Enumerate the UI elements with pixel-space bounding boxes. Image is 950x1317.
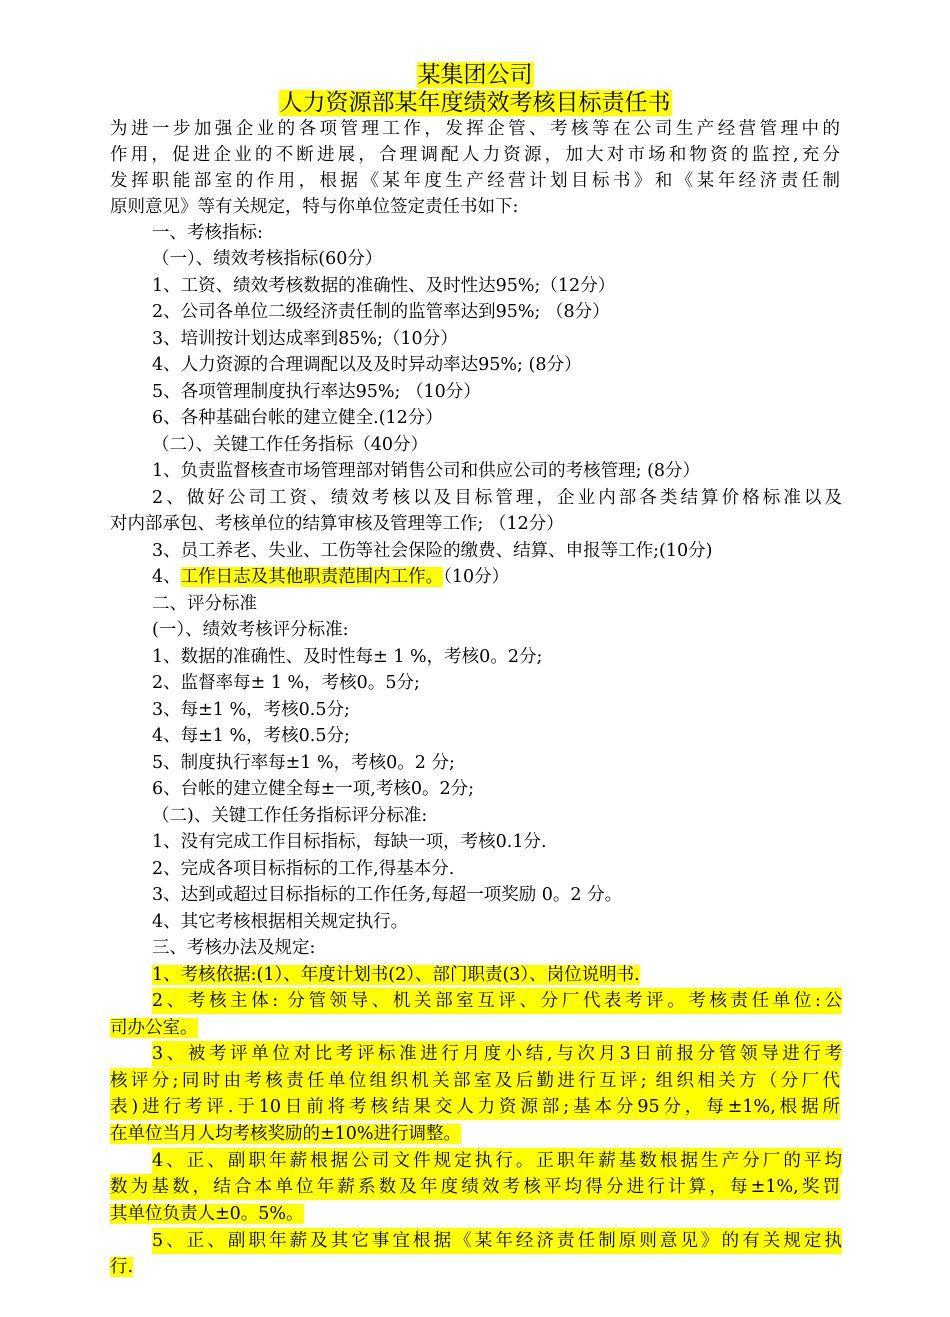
list-item: 3、达到或超过目标指标的工作任务,每超一项奖励 0。2 分。 (152, 885, 623, 905)
section-heading: 三、考核办法及规定: (152, 938, 316, 958)
list-item: 3、每±1 %，考核0.5分; (152, 700, 350, 720)
list-item-continuation: 对内部承包、考核单位的结算审核及管理等工作; （12分） (110, 514, 564, 534)
section-heading: 一、考核指标: (152, 223, 263, 243)
list-item: 3、员工养老、失业、工伤等社会保险的缴费、结算、申报等工作;(10分) (152, 541, 713, 561)
list-item: 6、台帐的建立健全每±一项,考核0。2分; (152, 779, 475, 799)
list-item: 1、数据的准确性、及时性每± 1 %，考核0。2分; (152, 647, 543, 667)
rule-item-continuation (110, 1201, 840, 1227)
rule-item-continuation: 表)进行考评.于10日前将考核结果交人力资源部;基本分95分，每±1%,根据所 (110, 1094, 840, 1120)
rule-item: 5、正、副职年薪及其它事宜根据《某年经济责任制原则意见》的有关规定执 (152, 1228, 842, 1254)
rule-item: 4、正、副职年薪根据公司文件规定执行。正职年薪基数根据生产分厂的平均 (152, 1148, 842, 1174)
highlighted-text: 工作日志及其他职责范围内工作。 (180, 567, 444, 587)
rule-item-continuation (110, 1254, 840, 1280)
list-item: 1、工资、绩效考核数据的准确性、及时性达95%;（12分） (152, 276, 616, 296)
list-item: 6、各种基础台帐的建立健全.(12分） (152, 408, 443, 428)
list-item: 2、完成各项目标指标的工作,得基本分. (152, 859, 455, 879)
highlighted-text: 其单位负责人±0。5%。 (110, 1204, 304, 1224)
rule-item: 2、考核主体: 分管领导、机关部室互评、分厂代表考评。考核责任单位:公 (152, 988, 842, 1014)
list-item: 5、制度执行率每±1 %，考核0。2 分; (152, 753, 455, 773)
list-item: 4、每±1 %，考核0.5分; (152, 726, 350, 746)
document-title: 人力资源部某年度绩效考核目标责任书 (279, 90, 671, 116)
list-item-highlighted: 4、工作日志及其他职责范围内工作。（10分） (152, 567, 510, 587)
list-item: 2、做好公司工资、绩效考核以及目标管理，企业内部各类结算价格标准以及 (152, 488, 842, 508)
company-title: 某集团公司 (417, 62, 533, 88)
rule-item-continuation: 核评分;同时由考核责任单位组织机关部室及后勤进行互评; 组织相关方（分厂代 (110, 1068, 840, 1094)
highlighted-text: 在单位当月人均考核奖励的±10%进行调整。 (110, 1124, 462, 1144)
intro-line: 发挥职能部室的作用，根据《某年度生产经营计划目标书》和《某年经济责任制 (110, 171, 840, 191)
rule-item (152, 962, 842, 988)
subsection-heading: （二）、关键工作任务指标（40分） (152, 435, 429, 455)
section-heading: 二、评分标准 (152, 594, 257, 614)
list-item: 2、监督率每± 1 %，考核0。5分; (152, 673, 420, 693)
highlighted-text: 1、考核依据:(1）、年度计划书(2）、部门职责(3）、岗位说明书. (152, 965, 640, 985)
list-item: 1、没有完成工作目标指标，每缺一项，考核0.1分. (152, 832, 547, 852)
list-item: 1、负责监督核查市场管理部对销售公司和供应公司的考核管理; (8分） (152, 461, 701, 481)
subsection-heading: （一）、绩效考核指标(60分） (152, 249, 383, 269)
rule-item: 3、被考评单位对比考评标准进行月度小结,与次月3日前报分管领导进行考 (152, 1041, 842, 1067)
list-item: 4、其它考核根据相关规定执行。 (152, 912, 409, 932)
rule-item-continuation: 数为基数，结合本单位年薪系数及年度绩效考核平均得分进行计算，每±1%,奖罚 (110, 1174, 840, 1200)
rule-item-continuation (110, 1121, 840, 1147)
list-item: 5、各项管理制度执行率达95%; （10分） (152, 382, 481, 402)
subsection-heading: （二)、关键工作任务指标评分标准: (152, 806, 428, 826)
highlighted-text: 司办公室。 (110, 1018, 198, 1038)
list-item: 2、公司各单位二级经济责任制的监管率达到95%; （8分） (152, 302, 610, 322)
intro-line: 作用，促进企业的不断进展，合理调配人力资源，加大对市场和物资的监控,充分 (110, 145, 840, 165)
intro-line: 原则意见》等有关规定，特与你单位签定责任书如下: (110, 197, 519, 217)
subsection-heading: (一）、绩效考核评分标准: (152, 620, 349, 640)
intro-line: 为进一步加强企业的各项管理工作，发挥企管、考核等在公司生产经营管理中的 (110, 119, 840, 139)
highlighted-text: 行. (110, 1257, 134, 1277)
list-item: 3、培训按计划达成率到85%;（10分） (152, 329, 458, 349)
rule-item-continuation (110, 1015, 840, 1041)
list-item: 4、人力资源的合理调配以及及时异动率达95%; (8分） (152, 355, 582, 375)
